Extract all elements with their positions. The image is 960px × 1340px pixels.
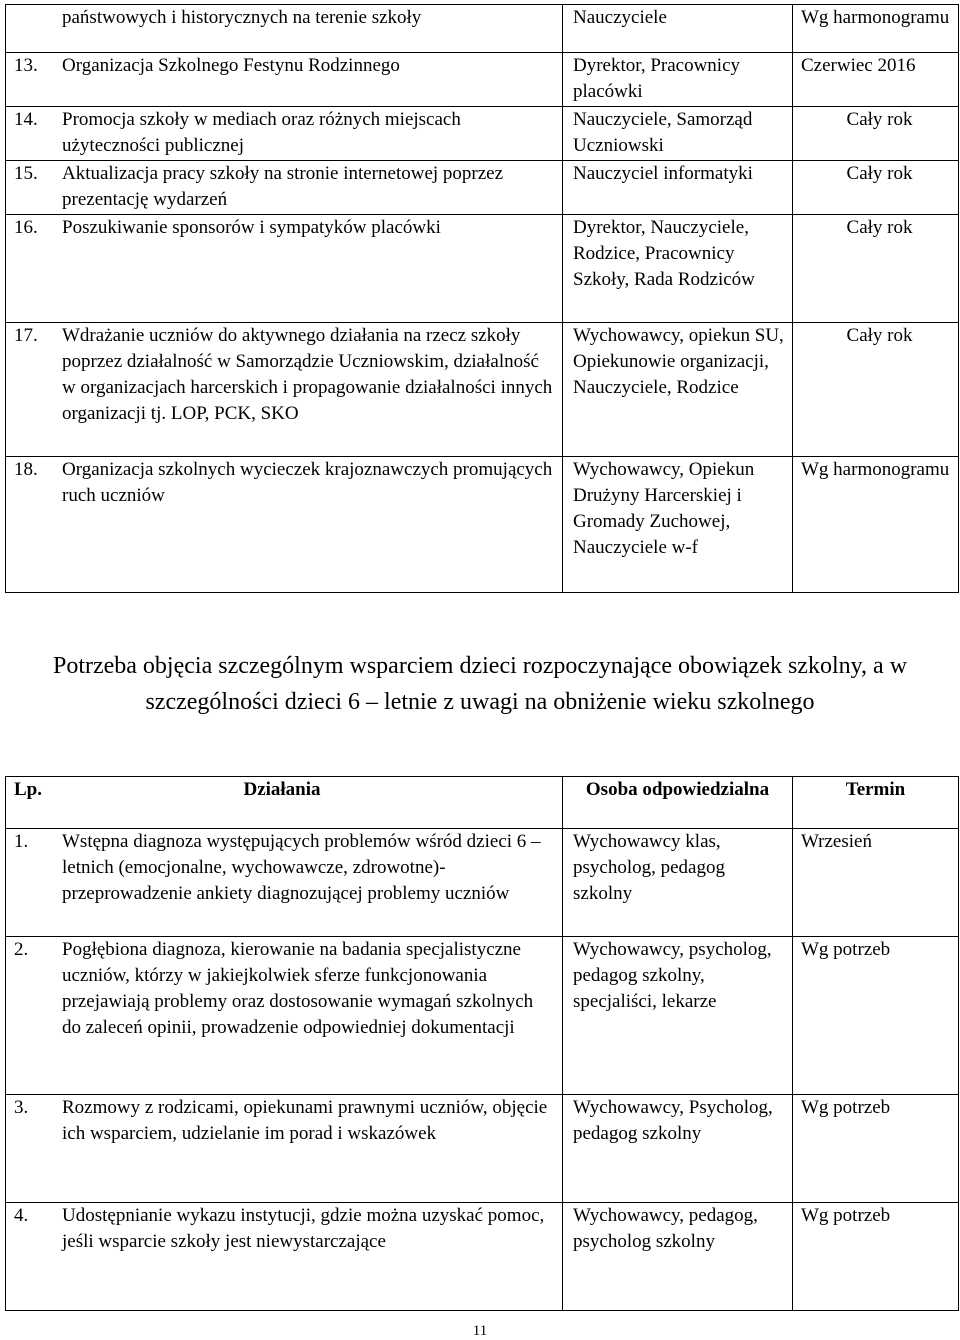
row-action: Rozmowy z rodzicami, opiekunami prawnymi uczniów, objęcie ich wsparciem, udzielanie im porad i wskazówek [62, 1097, 548, 1144]
row-responsible: Dyrektor, Pracownicy placówki [563, 53, 793, 107]
header-lp: Lp. [14, 779, 42, 800]
row-responsible: Nauczyciele, Samorząd Uczniowski [563, 107, 793, 161]
row-number: 15. [14, 163, 38, 184]
row-deadline: Cały rok [793, 323, 959, 457]
row-action: Promocja szkoły w mediach oraz różnych miejscach użyteczności publicznej [62, 109, 461, 156]
table-row [6, 323, 959, 457]
row-deadline: Wrzesień [793, 829, 959, 937]
row-deadline: Wg potrzeb [793, 1095, 959, 1203]
table-row [6, 5, 959, 53]
row-deadline: Cały rok [793, 107, 959, 161]
row-responsible: Dyrektor, Nauczyciele, Rodzice, Pracownicy Szkoły, Rada Rodziców [563, 215, 793, 323]
row-deadline: Cały rok [793, 215, 959, 323]
row-deadline: Wg potrzeb [793, 1203, 959, 1311]
support-actions-table [5, 776, 959, 1311]
row-number: 4. [14, 1205, 29, 1226]
row-number: 14. [14, 109, 38, 130]
table-row [6, 1203, 959, 1311]
row-number: 1. [14, 831, 29, 852]
row-responsible: Nauczyciele [563, 5, 793, 53]
row-action: Aktualizacja pracy szkoły na stronie internetowej poprzez prezentację wydarzeń [62, 163, 504, 210]
row-responsible: Wychowawcy klas, psycholog, pedagog szkolny [563, 829, 793, 937]
header-action: Działania [243, 779, 321, 800]
row-action: Pogłębiona diagnoza, kierowanie na badania specjalistyczne uczniów, którzy w jakiejkolwiek sferze funkcjonowania przejawiają problemy oraz dostosowanie wymagań szkolnych do zaleceń opinii, prowadzenie odpowiedniej dokumentacji [62, 939, 534, 1038]
row-deadline: Wg harmonogramu [793, 457, 959, 593]
page-number: 11 [472, 1323, 488, 1339]
row-deadline: Wg potrzeb [793, 937, 959, 1095]
row-action: państwowych i historycznych na terenie szkoły [62, 7, 422, 28]
row-action: Wstępna diagnoza występujących problemów wśród dzieci 6 – letnich (emocjonalne, wychowawcze, zdrowotne)- przeprowadzenie ankiety diagnozującej problemy uczniów [62, 831, 541, 904]
row-number [6, 5, 62, 31]
table-row [6, 161, 959, 215]
table-row [6, 1095, 959, 1203]
row-number: 2. [14, 939, 29, 960]
section-heading: Potrzeba objęcia szczególnym wsparciem dzieci rozpoczynające obowiązek szkolny, a w szczególności dzieci 6 – letnie z uwagi na obniżenie wieku szkolnego [52, 653, 908, 715]
header-responsible: Osoba odpowiedzialna [563, 777, 793, 829]
table-row [6, 53, 959, 107]
row-action: Organizacja szkolnych wycieczek krajoznawczych promujących ruch uczniów [62, 459, 553, 506]
row-action: Poszukiwanie sponsorów i sympatyków placówki [62, 217, 441, 238]
row-action: Wdrażanie uczniów do aktywnego działania na rzecz szkoły poprzez działalność w Samorządzie Uczniowskim, działalność w organizacjach harcerskich i propagowanie działalności innych organizacji tj. LOP, PCK, SKO [62, 325, 553, 424]
row-responsible: Wychowawcy, psycholog, pedagog szkolny, specjaliści, lekarze [563, 937, 793, 1095]
row-responsible: Wychowawcy, Psycholog, pedagog szkolny [563, 1095, 793, 1203]
row-number: 13. [14, 55, 38, 76]
table-row [6, 215, 959, 323]
row-deadline: Wg harmonogramu [793, 5, 959, 53]
row-deadline: Czerwiec 2016 [793, 53, 959, 107]
row-responsible: Nauczyciel informatyki [563, 161, 793, 215]
row-number: 3. [14, 1097, 29, 1118]
row-responsible: Wychowawcy, pedagog, psycholog szkolny [563, 1203, 793, 1311]
header-deadline: Termin [793, 777, 959, 829]
header-row [6, 777, 959, 829]
table-row [6, 457, 959, 593]
row-number: 17. [14, 325, 38, 346]
row-number: 16. [14, 217, 38, 238]
row-action: Organizacja Szkolnego Festynu Rodzinnego [62, 55, 400, 76]
activities-table-continued [5, 4, 959, 593]
table-row [6, 107, 959, 161]
table-row [6, 937, 959, 1095]
row-number: 18. [14, 459, 38, 480]
row-responsible: Wychowawcy, opiekun SU, Opiekunowie organizacji, Nauczyciele, Rodzice [563, 323, 793, 457]
row-action: Udostępnianie wykazu instytucji, gdzie można uzyskać pomoc, jeśli wsparcie szkoły jest niewystarczające [62, 1205, 545, 1252]
table-row [6, 829, 959, 937]
row-responsible: Wychowawcy, Opiekun Drużyny Harcerskiej i Gromady Zuchowej, Nauczyciele w-f [563, 457, 793, 593]
row-deadline: Cały rok [793, 161, 959, 215]
